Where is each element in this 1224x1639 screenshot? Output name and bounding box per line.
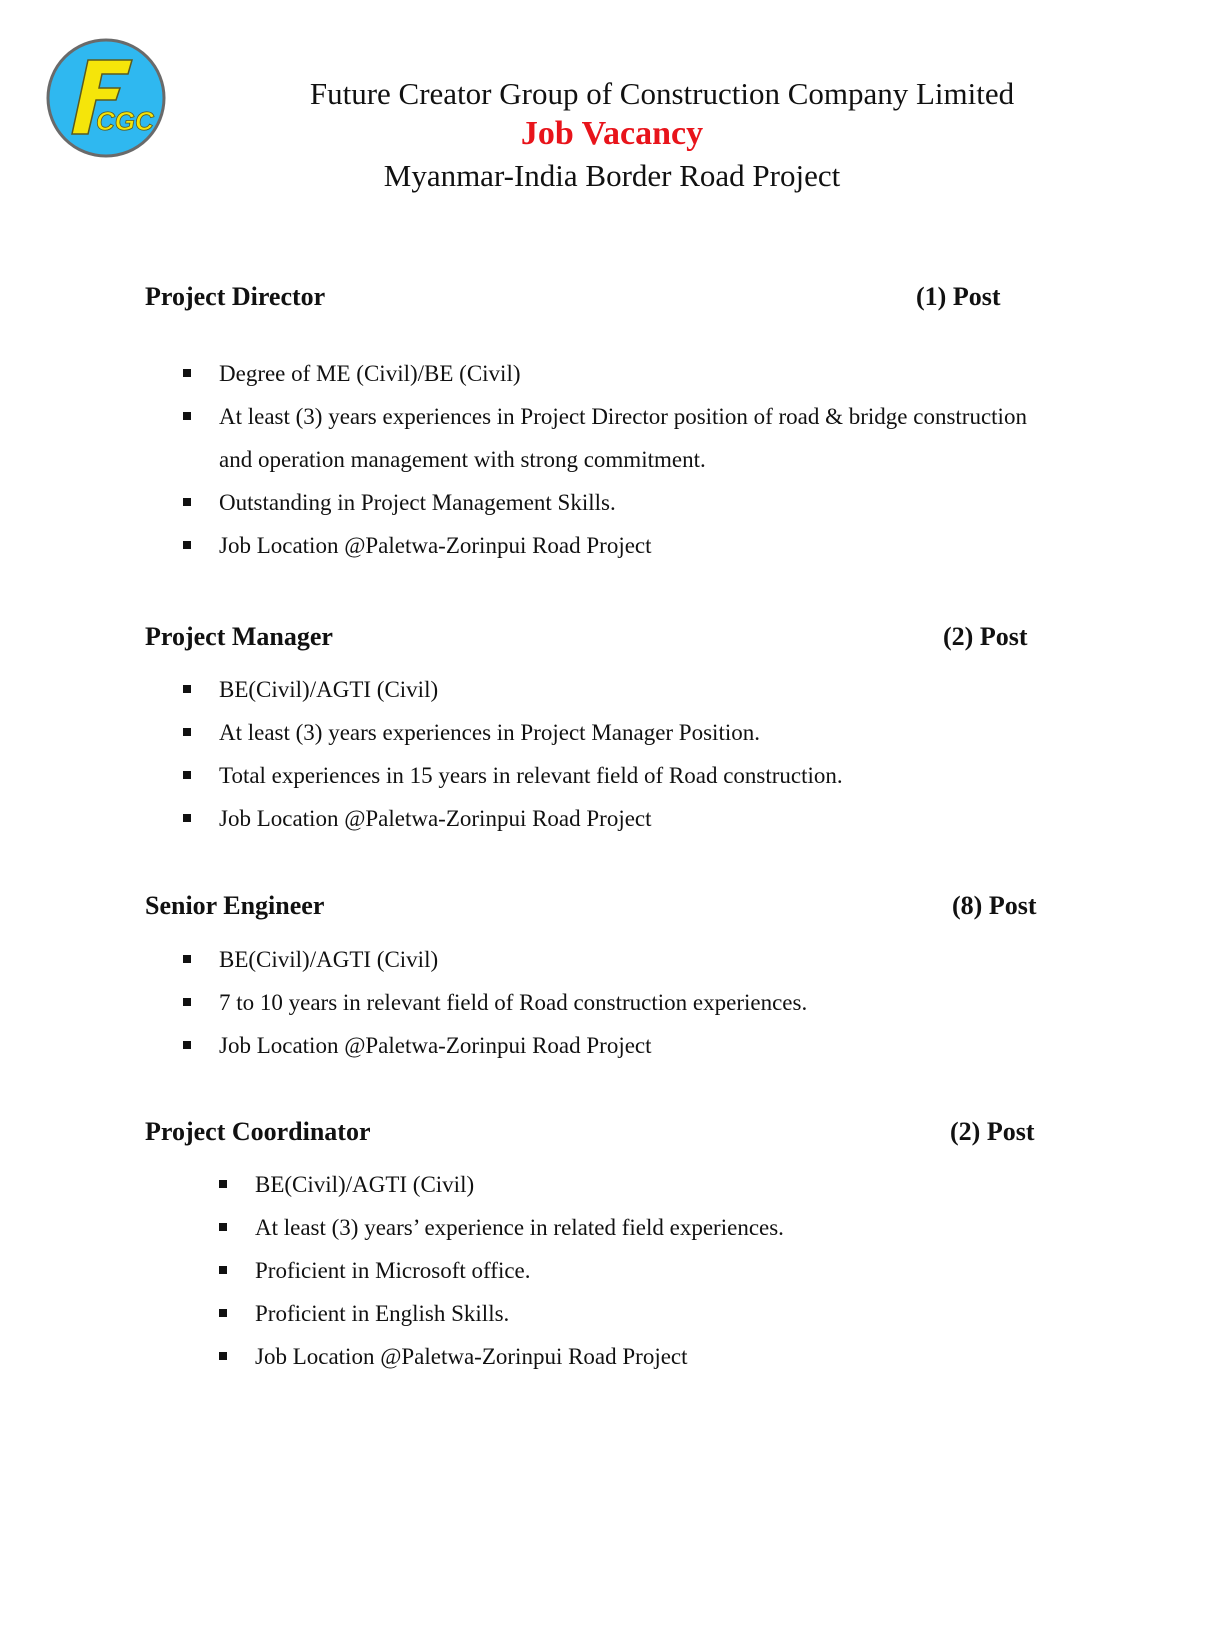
bullet-square-icon	[219, 1223, 227, 1231]
bullet-square-icon	[183, 771, 191, 779]
company-name: Future Creator Group of Construction Company Limited	[309, 76, 1015, 111]
bullet-square-icon	[219, 1266, 227, 1274]
bullet-square-icon	[183, 685, 191, 693]
svg-text:CGC: CGC	[96, 106, 154, 136]
bullet-square-icon	[219, 1352, 227, 1360]
list-item: At least (3) years experiences in Project Manager Position.	[183, 711, 843, 754]
list-item: Outstanding in Project Management Skills.	[183, 481, 1027, 524]
list-item: BE(Civil)/AGTI (Civil)	[219, 1163, 784, 1206]
list-item: Total experiences in 15 years in relevant field of Road construction.	[183, 754, 843, 797]
list-item: Proficient in Microsoft office.	[219, 1249, 784, 1292]
requirements-list-project-coordinator	[219, 1163, 784, 1378]
requirements-list-project-manager	[183, 668, 843, 840]
list-item: BE(Civil)/AGTI (Civil)	[183, 668, 843, 711]
section-posts-project-director: (1) Post	[916, 282, 1001, 311]
bullet-square-icon	[183, 369, 191, 377]
bullet-square-icon	[219, 1180, 227, 1188]
bullet-square-icon	[219, 1309, 227, 1317]
list-item: At least (3) years’ experience in related field experiences.	[219, 1206, 784, 1249]
list-item: Job Location @Paletwa-Zorinpui Road Project	[183, 1024, 807, 1067]
bullet-square-icon	[183, 728, 191, 736]
list-item: Degree of ME (Civil)/BE (Civil)	[183, 352, 1027, 395]
job-vacancy-title: Job Vacancy	[520, 115, 704, 152]
list-item-continuation: and operation management with strong commitment.	[219, 447, 706, 472]
list-item: Job Location @Paletwa-Zorinpui Road Project	[183, 797, 843, 840]
section-posts-project-coordinator: (2) Post	[950, 1117, 1035, 1146]
list-item: At least (3) years experiences in Project Director position of road & bridge construction	[183, 395, 1027, 438]
bullet-square-icon	[183, 814, 191, 822]
list-item: Job Location @Paletwa-Zorinpui Road Project	[183, 524, 1027, 567]
bullet-square-icon	[183, 1041, 191, 1049]
list-item: Proficient in English Skills.	[219, 1292, 784, 1335]
project-name: Myanmar-India Border Road Project	[383, 158, 841, 193]
section-title-project-coordinator: Project Coordinator	[145, 1117, 371, 1146]
requirements-list-senior-engineer	[183, 938, 807, 1067]
section-title-project-manager: Project Manager	[145, 622, 333, 651]
requirements-list-project-director	[183, 352, 1027, 567]
section-posts-project-manager: (2) Post	[943, 622, 1028, 651]
section-title-project-director: Project Director	[145, 282, 326, 311]
list-item: Job Location @Paletwa-Zorinpui Road Project	[219, 1335, 784, 1378]
bullet-square-icon	[183, 998, 191, 1006]
bullet-square-icon	[183, 498, 191, 506]
section-title-senior-engineer: Senior Engineer	[145, 891, 325, 920]
list-item: 7 to 10 years in relevant field of Road construction experiences.	[183, 981, 807, 1024]
list-item: BE(Civil)/AGTI (Civil)	[183, 938, 807, 981]
bullet-square-icon	[183, 955, 191, 963]
bullet-square-icon	[183, 412, 191, 420]
section-posts-senior-engineer: (8) Post	[952, 891, 1037, 920]
bullet-square-icon	[183, 541, 191, 549]
